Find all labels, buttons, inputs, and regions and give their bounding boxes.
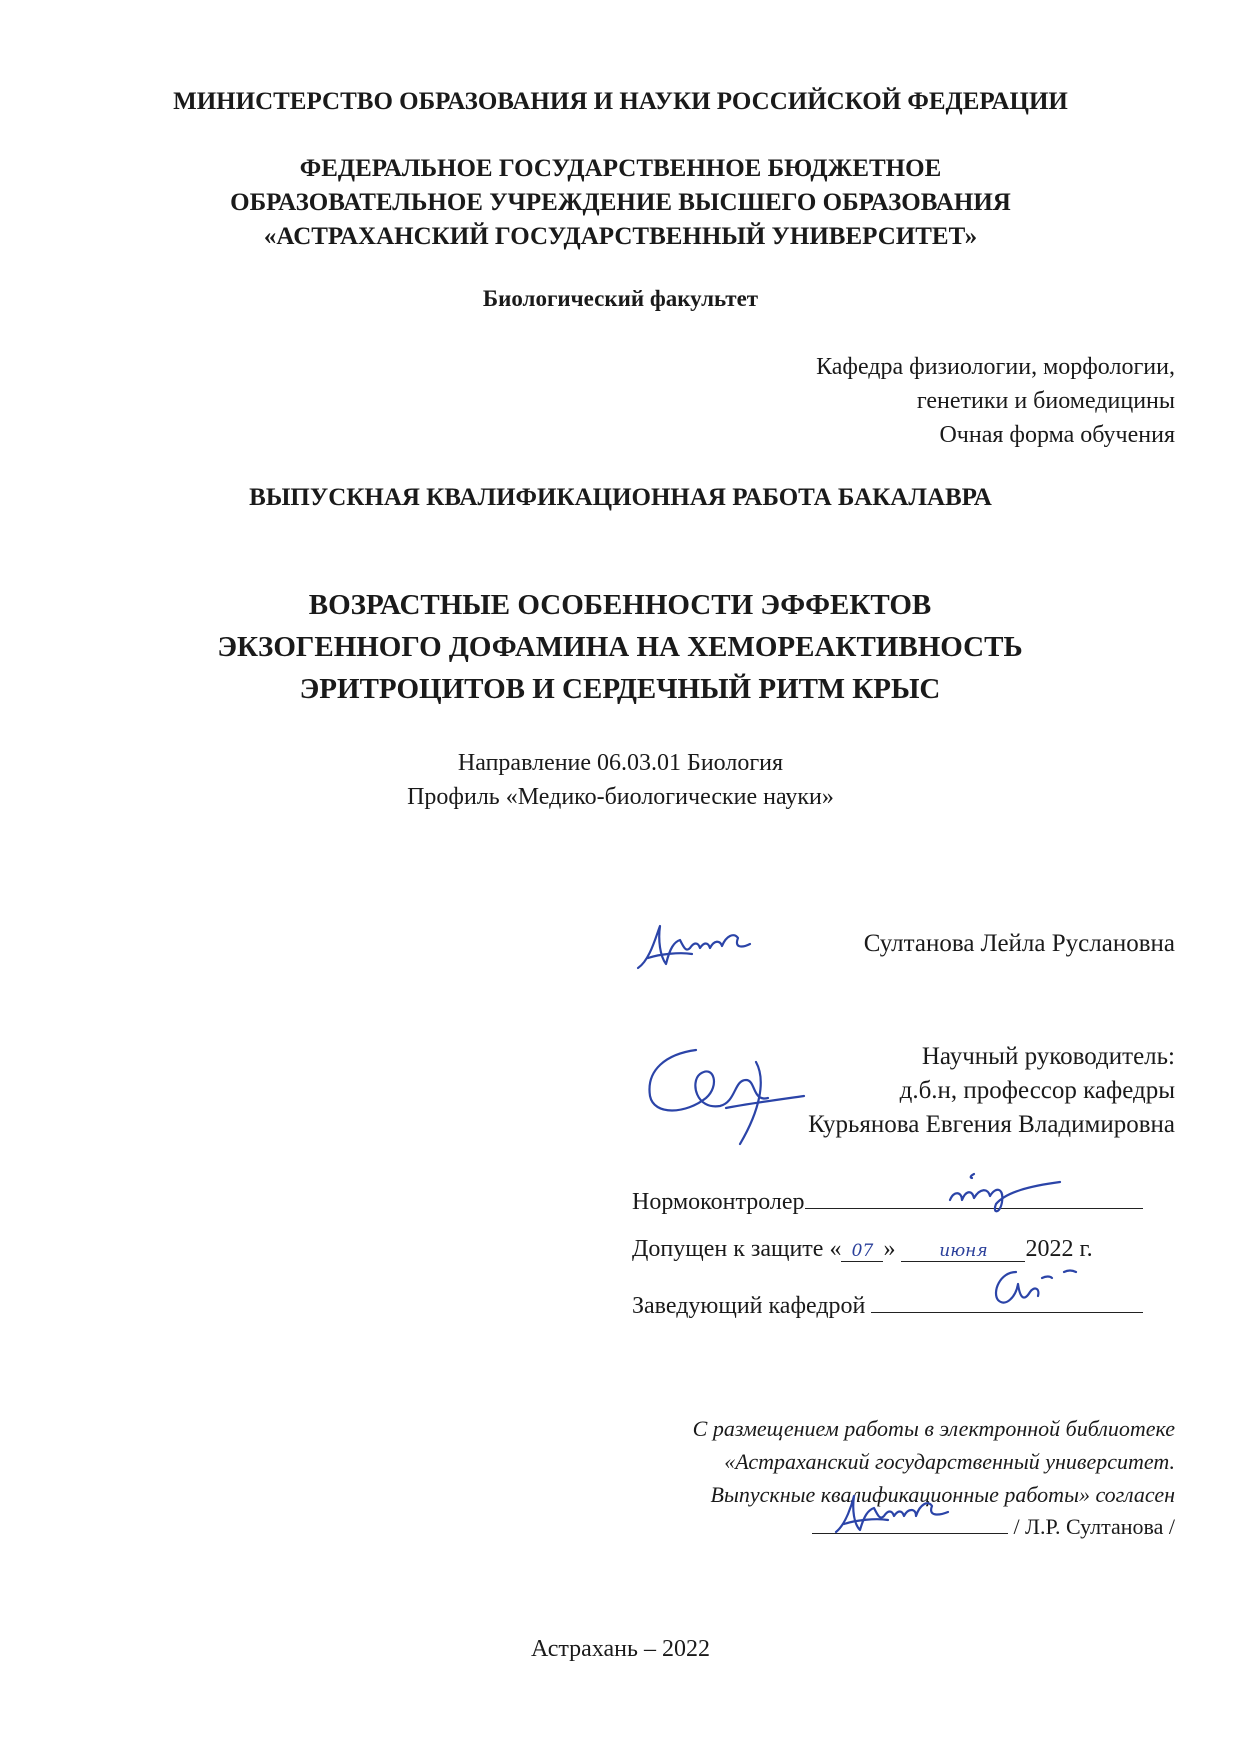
direction-block: [0, 746, 1241, 814]
consent-signer: / Л.Р. Султанова /: [1013, 1514, 1175, 1539]
head-of-department-label: Заведующий кафедрой: [632, 1293, 866, 1319]
thesis-title-line-3: ЭРИТРОЦИТОВ И СЕРДЕЧНЫЙ РИТМ КРЫС: [299, 673, 941, 705]
student-name: Султанова Лейла Руслановна: [863, 930, 1175, 957]
institution-line-3: «АСТРАХАНСКИЙ ГОСУДАРСТВЕННЫЙ УНИВЕРСИТЕТ»: [263, 223, 978, 250]
admitted-quote-close: »: [883, 1236, 896, 1262]
institution-block: [0, 152, 1241, 254]
department-block: [816, 350, 1175, 452]
head-of-department-signature: [980, 1262, 1090, 1312]
admitted-month: июня: [901, 1241, 1025, 1262]
consent-line-2: «Астраханский государственный университет.: [724, 1449, 1175, 1474]
institution-line-1: ФЕДЕРАЛЬНОЕ ГОСУДАРСТВЕННОЕ БЮДЖЕТНОЕ: [299, 155, 942, 182]
consent-line-1: С размещением работы в электронной библиотеке: [692, 1416, 1175, 1441]
study-form-line: Очная форма обучения: [939, 422, 1175, 448]
normocontrol-line: [632, 1186, 1176, 1216]
supervisor-signature: [636, 1040, 816, 1150]
head-of-department-line: [632, 1290, 1176, 1320]
faculty-line: Биологический факультет: [482, 286, 759, 311]
supervisor-block: [808, 1040, 1175, 1142]
admitted-line: [632, 1236, 1176, 1263]
profile-line: Профиль «Медико-биологические науки»: [407, 784, 834, 810]
department-line-1: Кафедра физиологии, морфологии,: [816, 354, 1175, 380]
direction-line: Направление 06.03.01 Биология: [457, 750, 784, 776]
department-line-2: генетики и биомедицины: [916, 388, 1175, 414]
city-year: Астрахань – 2022: [531, 1636, 710, 1662]
work-type-heading: ВЫПУСКНАЯ КВАЛИФИКАЦИОННАЯ РАБОТА БАКАЛАВРА: [249, 484, 992, 511]
consent-line-3: Выпускные квалификационные работы» согласен: [710, 1482, 1175, 1507]
thesis-title-line-2: ЭКЗОГЕННОГО ДОФАМИНА НА ХЕМОРЕАКТИВНОСТЬ: [217, 631, 1023, 663]
supervisor-name: Курьянова Евгения Владимировна: [808, 1111, 1175, 1138]
institution-line-2: ОБРАЗОВАТЕЛЬНОЕ УЧРЕЖДЕНИЕ ВЫСШЕГО ОБРАЗОВАНИЯ: [230, 189, 1011, 216]
thesis-title: [120, 584, 1120, 710]
normocontrol-signature: [940, 1170, 1080, 1220]
thesis-title-line-1: ВОЗРАСТНЫЕ ОСОБЕННОСТИ ЭФФЕКТОВ: [308, 589, 932, 621]
admitted-year: 2022 г.: [1025, 1236, 1093, 1262]
supervisor-label: Научный руководитель:: [921, 1043, 1175, 1070]
student-signature: [630, 918, 790, 978]
admitted-label: Допущен к защите «: [632, 1236, 842, 1262]
supervisor-position: д.б.н, профессор кафедры: [899, 1077, 1175, 1104]
admitted-day: 07: [841, 1241, 883, 1262]
normocontrol-label: Нормоконтролер: [632, 1189, 805, 1215]
ministry-line: МИНИСТЕРСТВО ОБРАЗОВАНИЯ И НАУКИ РОССИЙСКОЙ ФЕДЕРАЦИИ: [173, 88, 1068, 115]
consent-signature: [830, 1490, 980, 1540]
